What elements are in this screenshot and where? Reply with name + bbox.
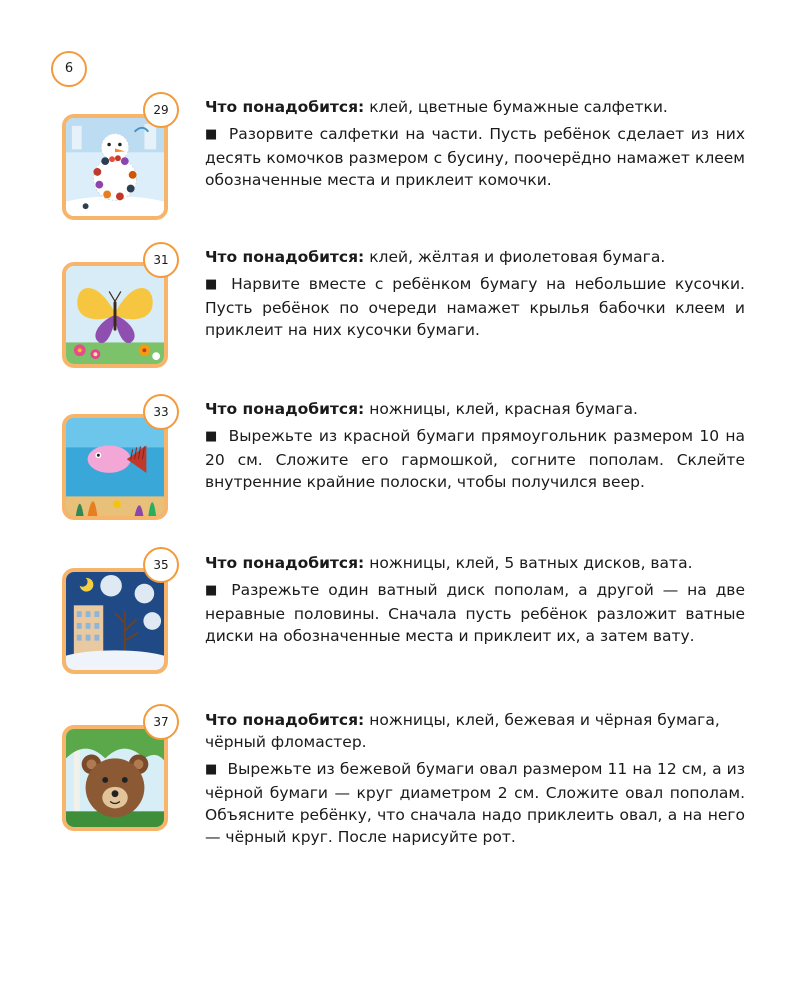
materials-line — [205, 709, 745, 753]
activity-entry — [0, 240, 800, 380]
page-reference-badge: 29 — [143, 92, 179, 128]
page-number: 6 — [51, 51, 87, 87]
materials-list: ножницы, клей, 5 ватных дисков, вата. — [364, 554, 693, 572]
bullet-square-icon: ■ — [205, 762, 218, 777]
page-reference-badge: 33 — [143, 394, 179, 430]
winter-house-picture — [62, 568, 168, 674]
instructions — [205, 123, 745, 191]
activity-entry — [0, 392, 800, 532]
materials-label: Что понадобится: — [205, 711, 365, 729]
activity-entry — [0, 90, 800, 230]
materials-list: клей, жёлтая и фиолетовая бумага. — [364, 248, 666, 266]
activity-entry — [0, 545, 800, 685]
materials-label: Что понадобится: — [205, 248, 365, 266]
bullet-square-icon: ■ — [205, 127, 219, 142]
page-reference-badge: 35 — [143, 547, 179, 583]
bullet-square-icon: ■ — [205, 583, 222, 598]
bullet-square-icon: ■ — [205, 277, 222, 292]
instructions — [205, 758, 745, 848]
instructions-text: Вырежьте из красной бумаги прямоугольник размером 10 на 20 см. Сложите его гармошкой, согните пополам. Склейте внутренние крайние полоски, чтобы получился веер. — [205, 427, 745, 491]
materials-line — [205, 398, 745, 420]
instructions-text: Вырежьте из бежевой бумаги овал размером 11 на 12 см, а из чёрной бумаги — круг диаметром 2 см. Сложите овал пополам. Объясните ребёнку, что сначала надо приклеить овал, а на него — чёрный круг. После нарисуйте рот. — [205, 760, 745, 846]
butterfly-picture — [62, 262, 168, 368]
materials-list: клей, цветные бумажные салфетки. — [364, 98, 668, 116]
materials-line — [205, 552, 745, 574]
instructions-text: Нарвите вместе с ребёнком бумагу на небольшие кусочки. Пусть ребёнок по очереди намажет крылья бабочки клеем и приклеит на них кусочки бумаги. — [205, 275, 745, 339]
instructions — [205, 425, 745, 493]
bear-picture — [62, 725, 168, 831]
instructions-text: Разорвите салфетки на части. Пусть ребёнок сделает из них десять комочков размером с бусину, поочерёдно намажет клеем обозначенные места и приклеит комочки. — [205, 125, 745, 189]
activity-entry — [0, 702, 800, 846]
materials-label: Что понадобится: — [205, 400, 365, 418]
page-reference-badge: 37 — [143, 704, 179, 740]
materials-label: Что понадобится: — [205, 554, 365, 572]
snowman-picture — [62, 114, 168, 220]
materials-label: Что понадобится: — [205, 98, 365, 116]
page-reference-badge: 31 — [143, 242, 179, 278]
materials-line — [205, 96, 745, 118]
instructions — [205, 273, 745, 341]
instructions-text: Разрежьте один ватный диск пополам, а другой — на две неравные половины. Сначала пусть ребёнок разложит ватные диски на обозначенные места и приклеит их, а затем вату. — [205, 581, 745, 645]
bullet-square-icon: ■ — [205, 429, 219, 444]
fish-picture — [62, 414, 168, 520]
materials-list: ножницы, клей, красная бумага. — [364, 400, 638, 418]
materials-list: ножницы, клей, бежевая и чёрная бумага, чёрный фломастер. — [205, 711, 720, 751]
materials-line — [205, 246, 745, 268]
instructions — [205, 579, 745, 647]
